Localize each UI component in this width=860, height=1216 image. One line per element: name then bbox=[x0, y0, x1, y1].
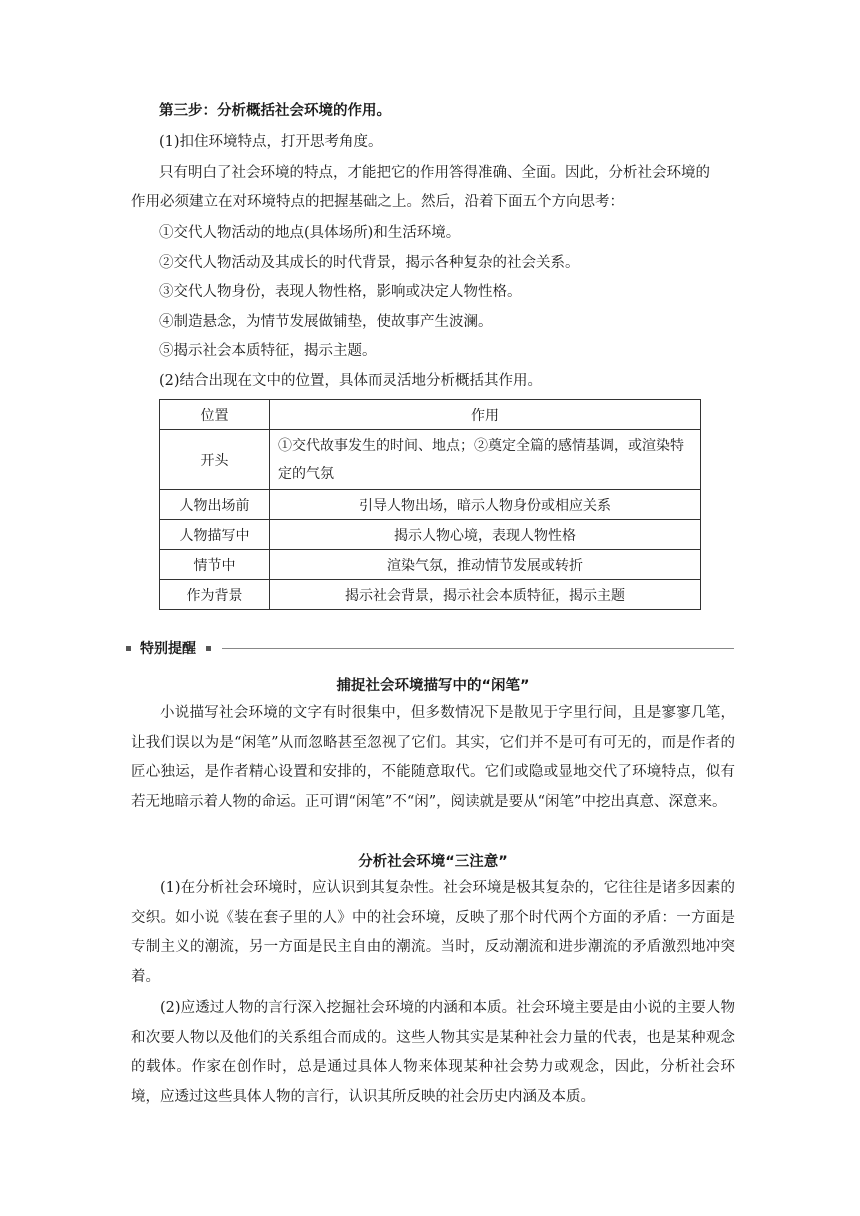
table-header-row bbox=[160, 400, 701, 430]
table-row bbox=[160, 550, 701, 580]
square-bullet-icon bbox=[126, 646, 131, 651]
tip-label: 特别提醒 bbox=[140, 641, 196, 657]
list-item: ③交代人物身份，表现人物性格，影响或决定人物性格。 bbox=[159, 284, 522, 300]
table-row bbox=[160, 430, 701, 490]
paragraph: (2)应透过人物的言行深入挖掘社会环境的内涵和本质。社会环境主要是由小说的主要人物和次要人物以及他们的关系组合而成的。这些人物其实是某种社会力量的代表，也是某种观念的载体。作家在创作时，总是通过具体人物来体现某种社会势力或观念，因此，分析社会环境，应透过这些具体人物的言行，认识其所反映的社会历史内涵及本质。 bbox=[131, 1000, 735, 1105]
table-row bbox=[160, 580, 701, 610]
section-title: 捕捉社会环境描写中的“闲笔” bbox=[336, 678, 530, 694]
table-cell: 人物描写中 bbox=[160, 520, 270, 550]
section-title: 分析社会环境“三注意” bbox=[358, 854, 508, 870]
special-tip-divider bbox=[126, 641, 734, 657]
table-cell: 情节中 bbox=[160, 550, 270, 580]
list-item: ⑤揭示社会本质特征，揭示主题。 bbox=[159, 343, 377, 359]
table-cell: 渲染气氛，推动情节发展或转折 bbox=[270, 550, 701, 580]
list-item: ②交代人物活动及其成长的时代背景，揭示各种复杂的社会关系。 bbox=[159, 255, 580, 271]
table-header-cell: 作用 bbox=[270, 400, 701, 430]
para1-line1: 只有明白了社会环境的特点，才能把它的作用答得准确、全面。因此，分析社会环境的 bbox=[159, 165, 710, 181]
table-cell: 人物出场前 bbox=[160, 490, 270, 520]
para1-line2: 作用必须建立在对环境特点的把握基础之上。然后，沿着下面五个方向思考： bbox=[131, 194, 624, 210]
list-item: ④制造悬念，为情节发展做铺垫，使故事产生波澜。 bbox=[159, 314, 493, 330]
position-function-table bbox=[159, 399, 701, 610]
divider-rule bbox=[222, 648, 734, 649]
table-header-cell: 位置 bbox=[160, 400, 270, 430]
paragraph: (1)在分析社会环境时，应认识到其复杂性。社会环境是极其复杂的，它往往是诸多因素的交织。如小说《装在套子里的人》中的社会环境，反映了那个时代两个方面的矛盾：一方面是专制主义的潮流，另一方面是民主自由的潮流。当时，反动潮流和进步潮流的矛盾激烈地冲突着。 bbox=[131, 880, 735, 985]
paragraph: 小说描写社会环境的文字有时很集中，但多数情况下是散见于字里行间，且是寥寥几笔，让我们误以为是“闲笔”从而忽略甚至忽视了它们。其实，它们并不是可有可无的，而是作者的匠心独运，是作者精心设置和安排的，不能随意取代。它们或隐或显地交代了环境特点，似有若无地暗示着人物的命运。正可谓“闲笔”不“闲”，阅读就是要从“闲笔”中挖出真意、深意来。 bbox=[131, 705, 735, 810]
sub-heading-2: (2)结合出现在文中的位置，具体而灵活地分析概括其作用。 bbox=[159, 373, 543, 389]
sub-heading-1: (1)扣住环境特点，打开思考角度。 bbox=[159, 134, 383, 150]
table-row bbox=[160, 520, 701, 550]
step3-heading: 第三步：分析概括社会环境的作用。 bbox=[159, 103, 391, 119]
table-row bbox=[160, 490, 701, 520]
list-item: ①交代人物活动的地点(具体场所)和生活环境。 bbox=[159, 225, 461, 241]
table-cell: 作为背景 bbox=[160, 580, 270, 610]
table-cell: 揭示人物心境，表现人物性格 bbox=[270, 520, 701, 550]
table-cell: ①交代故事发生的时间、地点；②奠定全篇的感情基调，或渲染特定的气氛 bbox=[270, 430, 701, 490]
table-cell: 开头 bbox=[160, 430, 270, 490]
square-bullet-icon bbox=[206, 646, 211, 651]
table-cell: 引导人物出场，暗示人物身份或相应关系 bbox=[270, 490, 701, 520]
table-cell: 揭示社会背景，揭示社会本质特征，揭示主题 bbox=[270, 580, 701, 610]
